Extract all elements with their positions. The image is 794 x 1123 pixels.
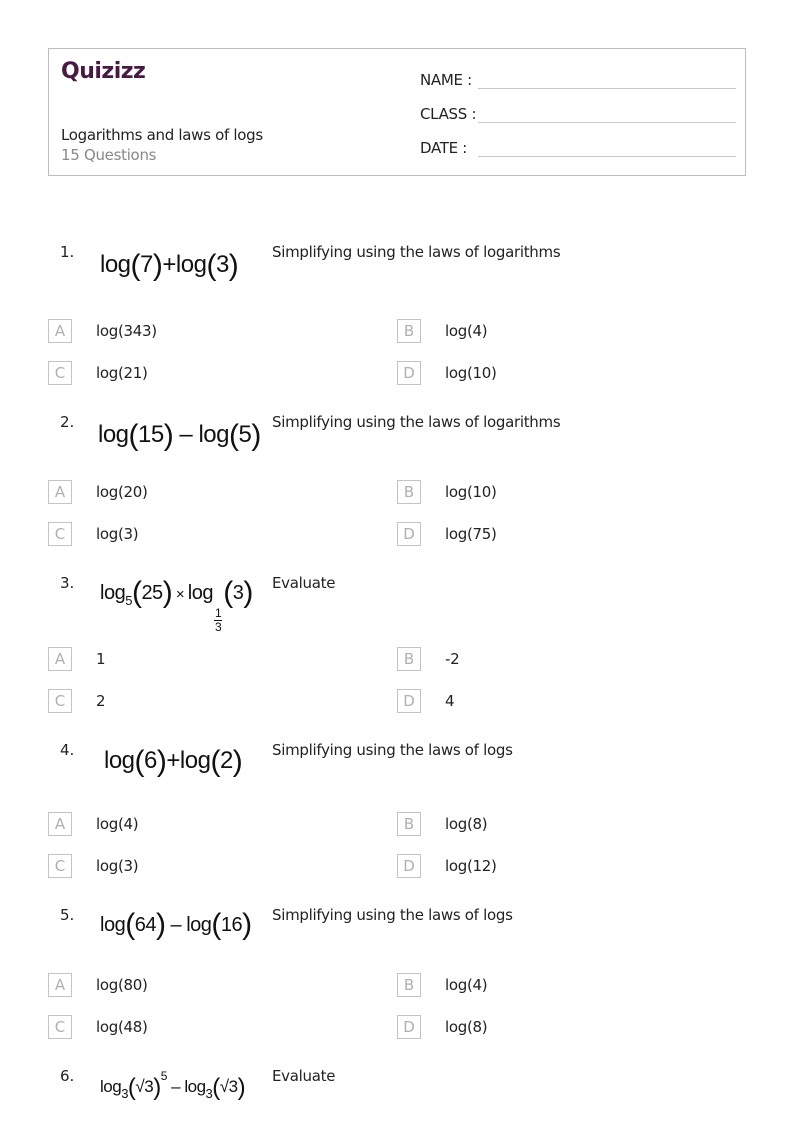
option-text: log(343) — [96, 322, 157, 340]
option-text: log(80) — [96, 976, 148, 994]
option-c[interactable] — [48, 361, 148, 385]
option-letter: C — [48, 361, 72, 385]
question-number: 4. — [60, 741, 75, 759]
option-letter: B — [397, 647, 421, 671]
question-text: Evaluate — [272, 1067, 336, 1085]
option-d[interactable] — [397, 854, 497, 878]
option-text: log(75) — [445, 525, 497, 543]
option-text: log(8) — [445, 1018, 488, 1036]
option-letter: A — [48, 973, 72, 997]
name-field[interactable] — [420, 67, 736, 89]
option-text: -2 — [445, 650, 460, 668]
option-d[interactable] — [397, 361, 497, 385]
question-text: Simplifying using the laws of logarithms — [272, 243, 561, 261]
question-number: 6. — [60, 1067, 75, 1085]
question-number: 1. — [60, 243, 75, 261]
option-text: log(4) — [445, 322, 488, 340]
option-letter: A — [48, 812, 72, 836]
option-letter: C — [48, 854, 72, 878]
option-c[interactable] — [48, 689, 105, 713]
option-text: log(20) — [96, 483, 148, 501]
question-text: Simplifying using the laws of logarithms — [272, 413, 561, 431]
option-text: log(3) — [96, 525, 139, 543]
class-field[interactable] — [420, 101, 736, 123]
option-letter: D — [397, 522, 421, 546]
option-text: 2 — [96, 692, 106, 710]
option-text: log(10) — [445, 483, 497, 501]
option-b[interactable] — [397, 319, 487, 343]
worksheet-header — [48, 48, 746, 176]
option-b[interactable] — [397, 647, 459, 671]
option-letter: D — [397, 854, 421, 878]
question-text: Evaluate — [272, 574, 336, 592]
option-b[interactable] — [397, 812, 487, 836]
question-count: 15 Questions — [61, 146, 157, 164]
option-d[interactable] — [397, 522, 497, 546]
question-number: 3. — [60, 574, 75, 592]
option-a[interactable] — [48, 647, 105, 671]
option-d[interactable] — [397, 689, 454, 713]
question-math: log(64) – log(16) — [100, 908, 252, 941]
option-text: log(48) — [96, 1018, 148, 1036]
worksheet-title: Logarithms and laws of logs — [61, 126, 263, 144]
option-letter: B — [397, 973, 421, 997]
option-letter: B — [397, 480, 421, 504]
date-label: DATE : — [420, 139, 468, 157]
question-math: $\log_5(25) \times \log$ $\frac{1}{3}$ (3) — [100, 576, 253, 634]
option-letter: D — [397, 689, 421, 713]
option-text: log(10) — [445, 364, 497, 382]
question-math: log(7)+log(3) — [100, 249, 239, 282]
name-label: NAME : — [420, 71, 472, 89]
option-a[interactable] — [48, 973, 148, 997]
option-letter: B — [397, 319, 421, 343]
option-text: 4 — [445, 692, 455, 710]
option-text: log(12) — [445, 857, 497, 875]
option-text: log(8) — [445, 815, 488, 833]
date-field[interactable] — [420, 135, 736, 157]
option-letter: B — [397, 812, 421, 836]
option-a[interactable] — [48, 319, 157, 343]
option-letter: D — [397, 1015, 421, 1039]
option-text: log(3) — [96, 857, 139, 875]
option-c[interactable] — [48, 1015, 148, 1039]
option-letter: A — [48, 647, 72, 671]
quizizz-logo: Quizizz — [61, 59, 146, 84]
option-letter: C — [48, 522, 72, 546]
option-letter: C — [48, 689, 72, 713]
question-number: 2. — [60, 413, 75, 431]
option-b[interactable] — [397, 973, 487, 997]
option-b[interactable] — [397, 480, 497, 504]
option-letter: D — [397, 361, 421, 385]
option-letter: A — [48, 480, 72, 504]
name-line[interactable] — [478, 71, 736, 89]
option-c[interactable] — [48, 522, 138, 546]
option-a[interactable] — [48, 812, 138, 836]
option-d[interactable] — [397, 1015, 487, 1039]
option-c[interactable] — [48, 854, 138, 878]
question-math: $\log_3(√3)^5 - \log_3(√3)$ — [100, 1069, 246, 1101]
option-text: log(4) — [96, 815, 139, 833]
option-a[interactable] — [48, 480, 148, 504]
question-text: Simplifying using the laws of logs — [272, 741, 513, 759]
option-text: log(4) — [445, 976, 488, 994]
question-math: log(15) – log(5) — [98, 419, 261, 452]
date-line[interactable] — [478, 139, 736, 157]
class-line[interactable] — [478, 105, 736, 123]
question-text: Simplifying using the laws of logs — [272, 906, 513, 924]
option-text: log(21) — [96, 364, 148, 382]
question-math: log(6)+log(2) — [104, 745, 243, 778]
question-number: 5. — [60, 906, 75, 924]
option-text: 1 — [96, 650, 106, 668]
class-label: CLASS : — [420, 105, 477, 123]
option-letter: C — [48, 1015, 72, 1039]
option-letter: A — [48, 319, 72, 343]
